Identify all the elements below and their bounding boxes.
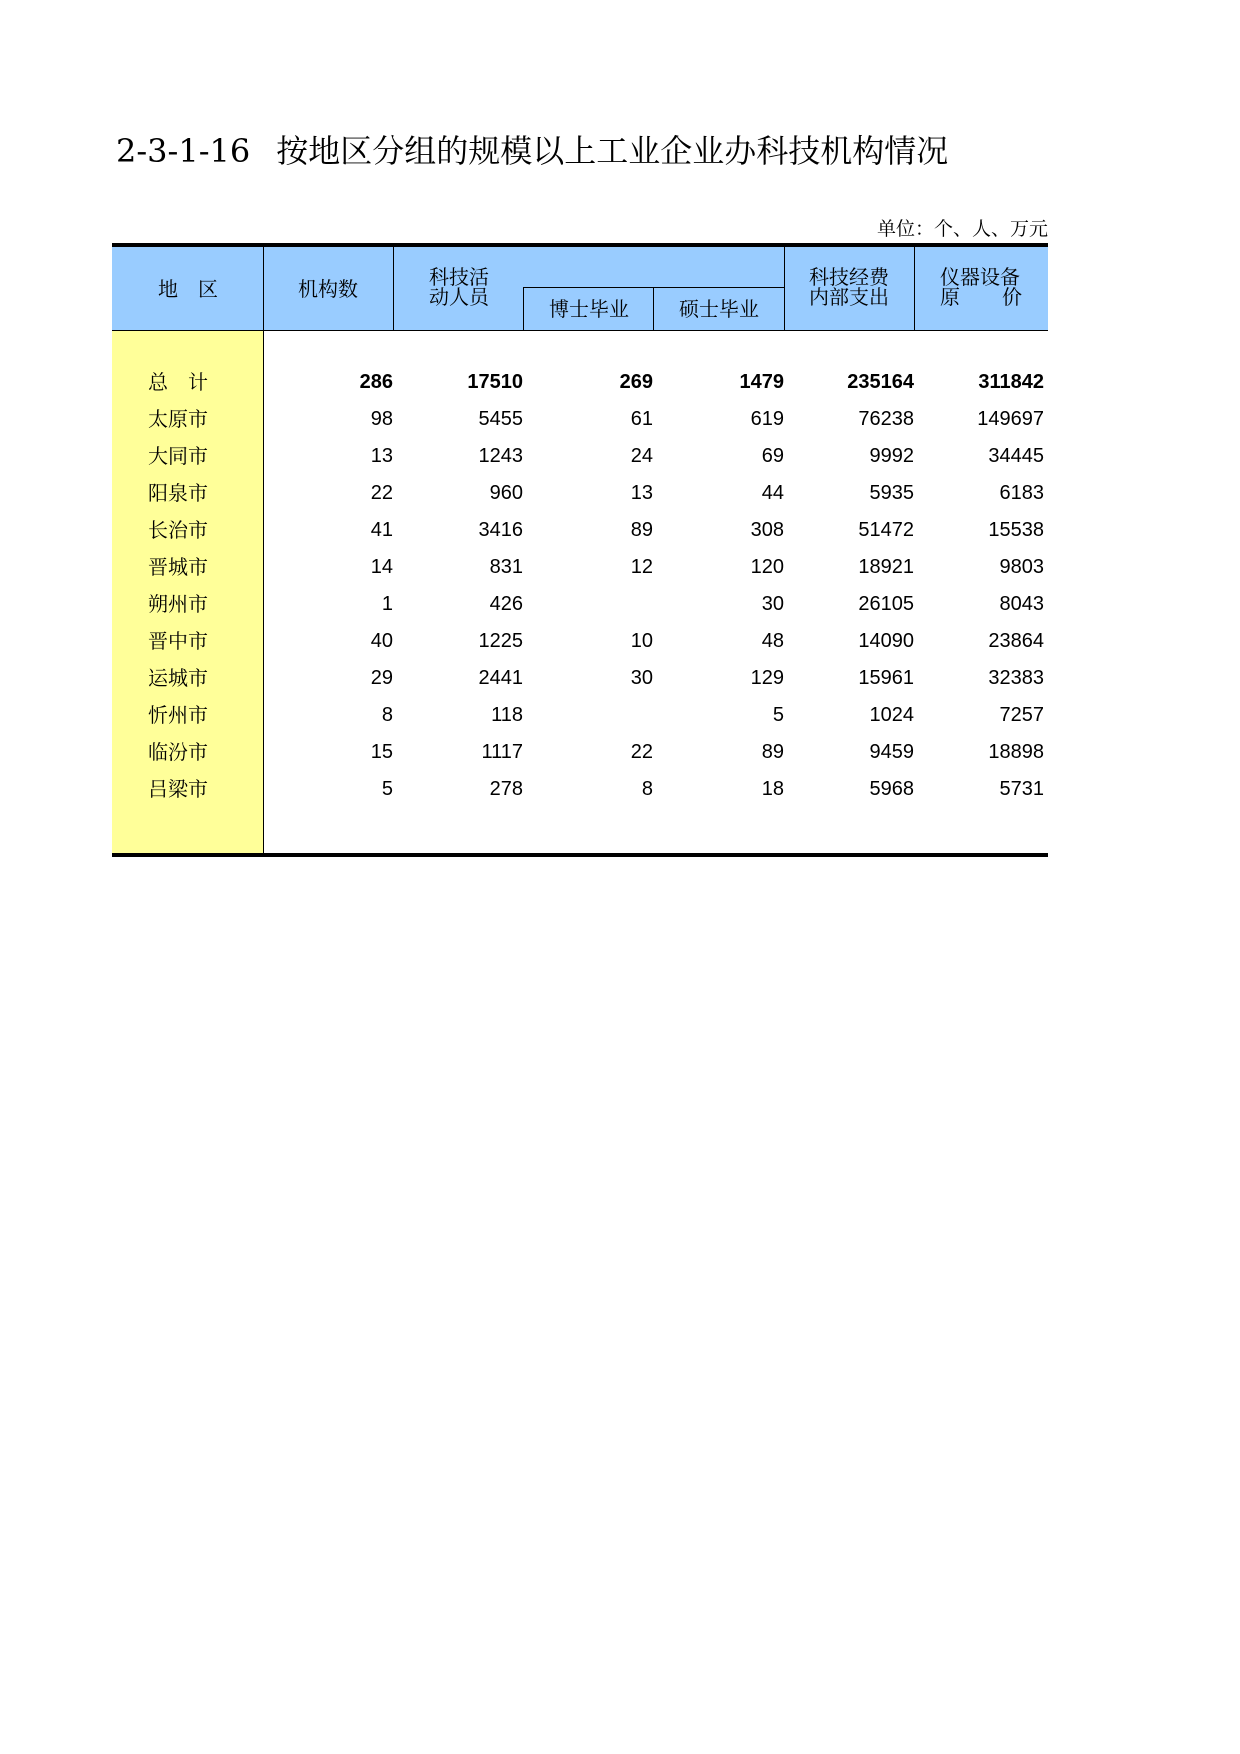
table-row: [112, 512, 1048, 549]
master-value: 69: [761, 445, 784, 467]
expenditure-value: 15961: [858, 667, 914, 689]
master-value: 5: [772, 704, 784, 726]
master-value: 44: [761, 482, 784, 504]
equipment-value: 149697: [977, 408, 1044, 430]
master-value: 129: [750, 667, 784, 689]
equipment-value: 32383: [988, 667, 1044, 689]
expenditure-value: 51472: [858, 519, 914, 541]
institutions-value: 8: [381, 704, 393, 726]
personnel-value: 831: [489, 556, 523, 578]
institutions-value: 13: [370, 445, 393, 467]
master-value: 1479: [739, 371, 784, 393]
region-name: 长治市: [148, 518, 208, 542]
equipment-value: 18898: [988, 741, 1044, 763]
region-name: 运城市: [148, 666, 208, 690]
institutions-value: 5: [381, 778, 393, 800]
region-name: 忻州市: [148, 703, 208, 727]
table-row: [112, 438, 1048, 475]
table-row: [112, 475, 1048, 512]
header-bottom-line: [112, 330, 1048, 331]
phd-value: 22: [630, 741, 653, 763]
expenditure-value: 5935: [869, 482, 914, 504]
table-code: 2-3-1-16: [116, 132, 251, 170]
equipment-value: 6183: [999, 482, 1044, 504]
master-value: 30: [761, 593, 784, 615]
page-title: [116, 126, 948, 172]
table-row: [112, 549, 1048, 586]
personnel-value: 2441: [478, 667, 523, 689]
phd-value: 24: [630, 445, 653, 467]
top-rule: [112, 243, 1048, 247]
equipment-value: 8043: [999, 593, 1044, 615]
personnel-value: 17510: [467, 371, 523, 393]
master-value: 120: [750, 556, 784, 578]
bottom-rule: [112, 853, 1048, 857]
equipment-value: 5731: [999, 778, 1044, 800]
phd-value: 30: [630, 667, 653, 689]
institutions-value: 22: [370, 482, 393, 504]
header-personnel: 科技活动人员: [429, 265, 489, 309]
header-expenditure: 科技经费内部支出: [809, 265, 889, 309]
master-value: 89: [761, 741, 784, 763]
master-value: 619: [750, 408, 784, 430]
personnel-value: 3416: [478, 519, 523, 541]
unit-label: 单位：个、人、万元: [876, 218, 1048, 240]
header-divider: [523, 287, 524, 331]
region-name: 太原市: [148, 407, 208, 431]
phd-value: 8: [641, 778, 653, 800]
institutions-value: 286: [359, 371, 393, 393]
personnel-value: 5455: [478, 408, 523, 430]
table-row: [112, 734, 1048, 771]
table-row: [112, 401, 1048, 438]
region-name: 晋中市: [148, 629, 208, 653]
region-name: 朔州市: [148, 592, 208, 616]
expenditure-value: 18921: [858, 556, 914, 578]
institutions-value: 40: [370, 630, 393, 652]
institutions-value: 1: [381, 593, 393, 615]
region-name: 吕梁市: [148, 777, 208, 801]
phd-value: 269: [619, 371, 653, 393]
phd-value: 10: [630, 630, 653, 652]
table-row: [112, 660, 1048, 697]
personnel-value: 278: [489, 778, 523, 800]
header-divider: [393, 247, 394, 331]
region-name: 晋城市: [148, 555, 208, 579]
equipment-value: 23864: [988, 630, 1044, 652]
personnel-value: 1117: [481, 741, 523, 763]
expenditure-value: 235164: [847, 371, 914, 393]
expenditure-value: 14090: [858, 630, 914, 652]
phd-value: 89: [630, 519, 653, 541]
phd-value: 12: [630, 556, 653, 578]
personnel-value: 1243: [478, 445, 523, 467]
personnel-value: 118: [491, 704, 523, 726]
table-row: [112, 586, 1048, 623]
table-row: [112, 771, 1048, 808]
expenditure-value: 9992: [869, 445, 914, 467]
data-table: [112, 243, 1048, 857]
header-phd: 博士毕业: [549, 297, 629, 321]
expenditure-value: 5968: [869, 778, 914, 800]
institutions-value: 98: [370, 408, 393, 430]
equipment-value: 34445: [988, 445, 1044, 467]
region-name: 大同市: [148, 444, 208, 468]
equipment-value: 15538: [988, 519, 1044, 541]
institutions-value: 41: [370, 519, 393, 541]
master-value: 18: [761, 778, 784, 800]
table-title: 按地区分组的规模以上工业企业办科技机构情况: [276, 132, 949, 170]
master-value: 308: [750, 519, 784, 541]
header-region: 地 区: [158, 277, 218, 301]
header-subdivider: [523, 287, 784, 288]
personnel-value: 960: [489, 482, 523, 504]
master-value: 48: [761, 630, 784, 652]
phd-value: 13: [630, 482, 653, 504]
table-row: [112, 697, 1048, 734]
institutions-value: 15: [370, 741, 393, 763]
header-master: 硕士毕业: [679, 297, 759, 321]
expenditure-value: 9459: [869, 741, 914, 763]
region-name: 临汾市: [148, 740, 208, 764]
expenditure-value: 76238: [858, 408, 914, 430]
header-institutions: 机构数: [298, 277, 358, 301]
equipment-value: 311842: [978, 371, 1044, 393]
header-divider: [653, 287, 654, 331]
equipment-value: 7257: [999, 704, 1044, 726]
header-equipment-line2a: 原: [940, 285, 960, 309]
header-divider: [914, 247, 915, 331]
header-divider: [784, 247, 785, 331]
table-row: [112, 623, 1048, 660]
region-name: 阳泉市: [148, 481, 208, 505]
institutions-value: 14: [370, 556, 393, 578]
total-row: [112, 364, 1048, 401]
personnel-value: 1225: [478, 630, 523, 652]
header-equipment: 仪器设备: [940, 265, 1020, 289]
personnel-value: 426: [489, 593, 523, 615]
expenditure-value: 1024: [869, 704, 914, 726]
region-name: 总 计: [148, 370, 208, 394]
institutions-value: 29: [370, 667, 393, 689]
phd-value: 61: [630, 408, 653, 430]
header-equipment-line2b: 价: [1002, 285, 1022, 309]
equipment-value: 9803: [999, 556, 1044, 578]
expenditure-value: 26105: [858, 593, 914, 615]
